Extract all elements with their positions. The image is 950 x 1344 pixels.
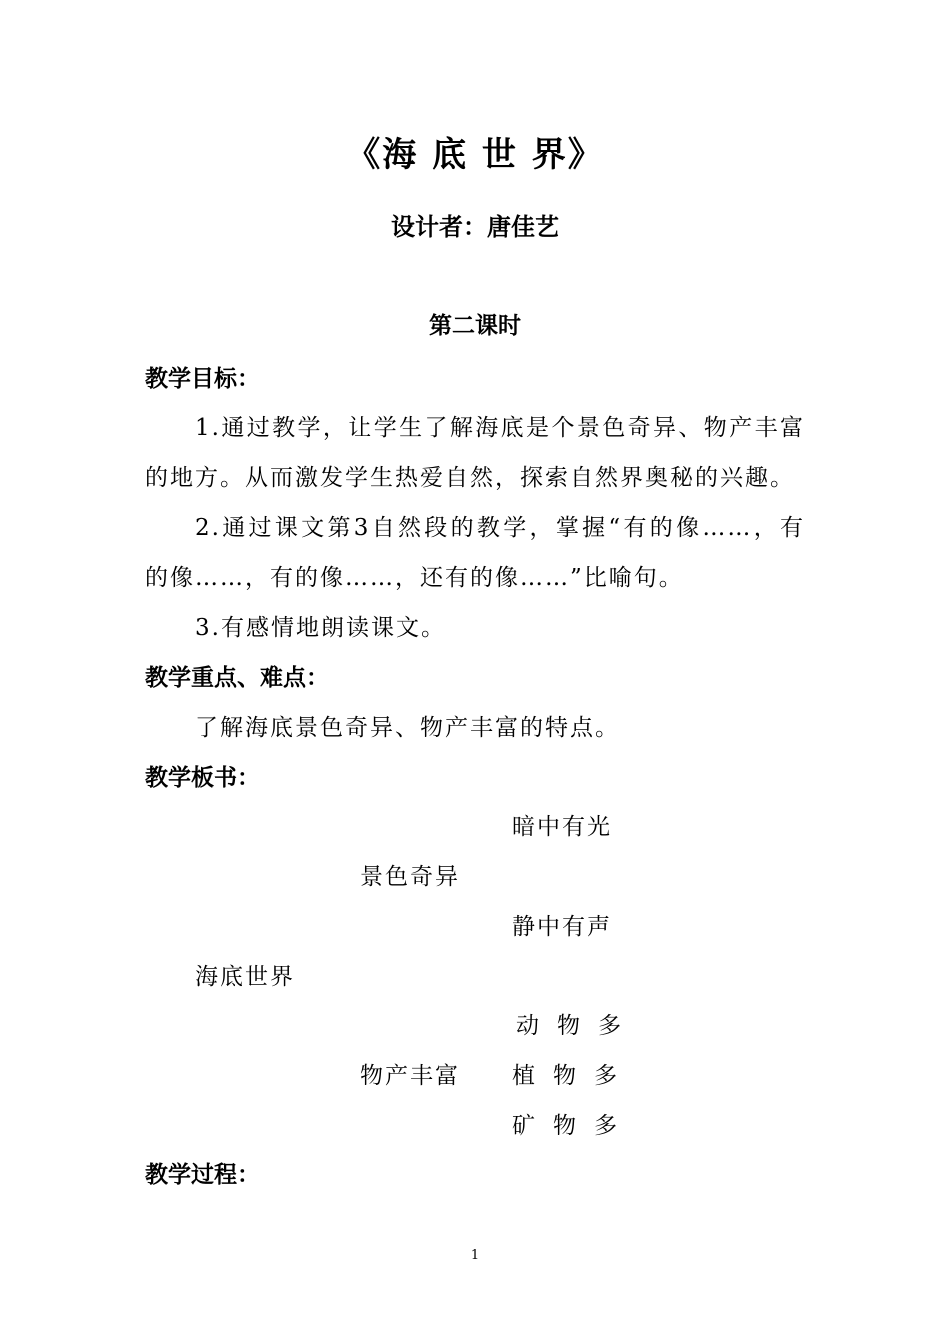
process-heading: 教学过程：: [145, 1162, 260, 1188]
objective-2-line-2: 的像……，有的像……，还有的像……”比喻句。: [145, 565, 684, 591]
page-number: 1: [470, 1248, 480, 1263]
board-branch2-item-3: 矿物多: [512, 1113, 635, 1139]
objectives-heading: 教学目标：: [145, 366, 260, 392]
board-branch2-item-1: 动物多: [516, 1013, 639, 1039]
board-branch2: 物产丰富: [360, 1063, 460, 1089]
key-points-heading: 教学重点、难点：: [145, 665, 329, 691]
key-points-text: 了解海底景色奇异、物产丰富的特点。: [195, 715, 620, 741]
objective-1-line-2: 的地方。从而激发学生热爱自然，探索自然界奥秘的兴趣。: [145, 465, 795, 491]
objective-1-line-1: 1.通过教学，让学生了解海底是个景色奇异、物产丰富: [195, 415, 805, 441]
author-line: 设计者：唐佳艺: [391, 213, 559, 241]
lesson-label: 第二课时: [429, 313, 521, 339]
board-branch1-item-2: 静中有声: [512, 914, 612, 940]
board-branch2-item-2: 植物多: [512, 1063, 635, 1089]
document-title: 《海 底 世 界》: [346, 135, 604, 175]
objective-3: 3.有感情地朗读课文。: [195, 615, 446, 641]
blackboard-heading: 教学板书：: [145, 765, 260, 791]
objective-2-line-1: 2.通过课文第3自然段的教学，掌握“有的像……，有: [195, 515, 805, 541]
board-branch1: 景色奇异: [360, 864, 460, 890]
board-root: 海底世界: [195, 964, 295, 990]
board-branch1-item-1: 暗中有光: [512, 814, 612, 840]
